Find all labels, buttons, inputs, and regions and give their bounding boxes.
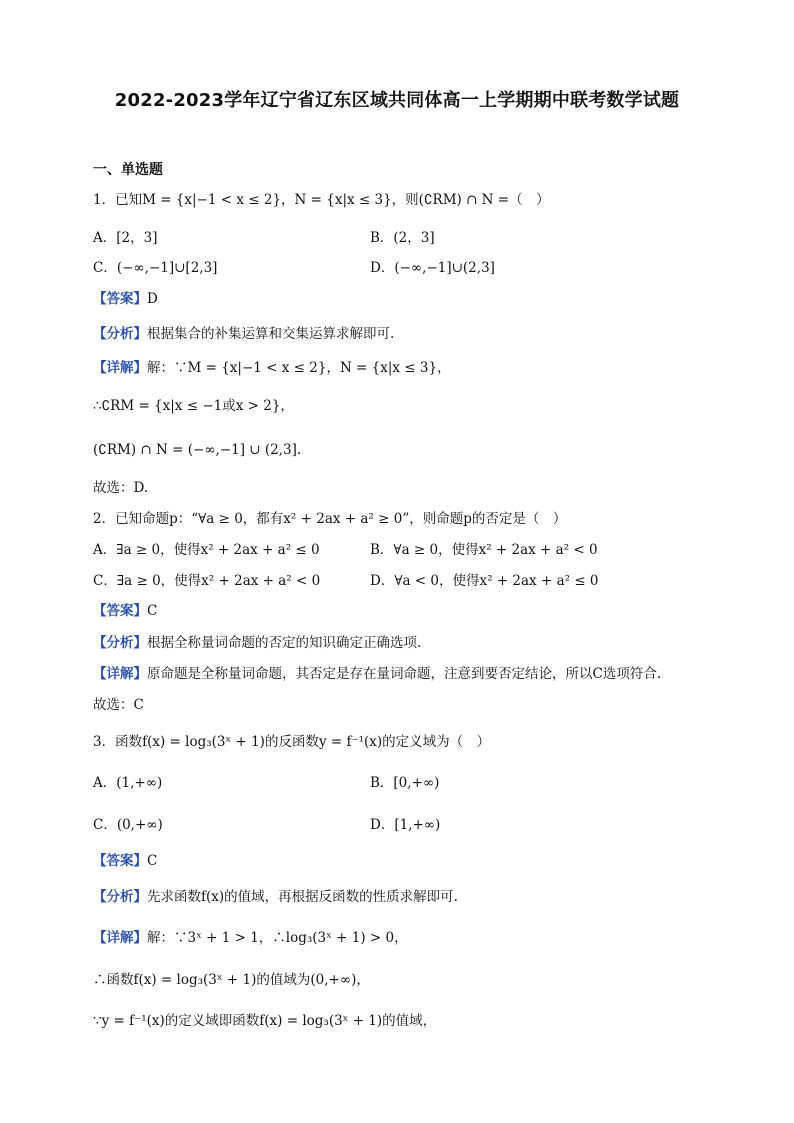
analysis-label: 【分析】	[93, 635, 147, 651]
q2-option-d: D．∀a < 0，使得x² + 2ax + a² ≤ 0	[370, 573, 599, 589]
q3-answer	[93, 851, 157, 871]
q3-option-b: B．[0,+∞)	[370, 775, 440, 791]
q1-step-2: (∁RM) ∩ N = (−∞,−1] ∪ (2,3].	[93, 442, 302, 458]
detail-label: 【详解】	[93, 930, 147, 946]
q2-detail	[93, 664, 661, 684]
q1-analysis	[93, 324, 394, 344]
answer-label: 【答案】	[93, 291, 147, 307]
q1-step-1: ∴∁RM = {x|x ≤ −1或x > 2}，	[93, 398, 294, 414]
q3-step-1: ∴函数f(x) = log₃(3ˣ + 1)的值域为(0,+∞)，	[93, 972, 370, 988]
q1-answer-value: D	[147, 291, 158, 307]
q3-detail	[93, 928, 408, 948]
q2-answer	[93, 601, 157, 621]
q3-option-a: A．(1,+∞)	[93, 775, 163, 791]
q2-option-c: C．∃a ≥ 0，使得x² + 2ax + a² < 0	[93, 573, 321, 589]
q1-option-d: D．(−∞,−1]∪(2,3]	[370, 260, 495, 276]
answer-label: 【答案】	[93, 853, 147, 869]
q2-option-a: A．∃a ≥ 0，使得x² + 2ax + a² ≤ 0	[93, 542, 320, 558]
q1-stem: 1．已知M = {x|−1 < x ≤ 2}，N = {x|x ≤ 3}，则(∁RM) ∩ N =（ ）	[93, 192, 550, 208]
q2-detail-text: 原命题是全称量词命题，其否定是存在量词命题，注意到要否定结论，所以C选项符合.	[147, 666, 662, 682]
q3-option-c: C．(0,+∞)	[93, 817, 163, 833]
answer-label: 【答案】	[93, 603, 147, 619]
q2-option-b: B．∀a ≥ 0，使得x² + 2ax + a² < 0	[370, 542, 598, 558]
analysis-label: 【分析】	[93, 326, 147, 342]
q3-option-d: D．[1,+∞)	[370, 817, 441, 833]
q1-analysis-text: 根据集合的补集运算和交集运算求解即可.	[147, 326, 395, 342]
q3-stem: 3．函数f(x) = log₃(3ˣ + 1)的反函数y = f⁻¹(x)的定义域为（ ）	[93, 734, 491, 750]
section-heading: 一、单选题	[93, 162, 163, 178]
q1-answer	[93, 289, 158, 309]
q3-answer-value: C	[147, 853, 158, 869]
q1-option-a: A．[2，3]	[93, 230, 158, 246]
q1-choose: 故选：D.	[93, 480, 149, 496]
analysis-label: 【分析】	[93, 889, 147, 905]
q2-stem: 2．已知命题p：“∀a ≥ 0，都有x² + 2ax + a² ≥ 0”，则命题p的否定是（ ）	[93, 511, 567, 527]
q3-detail-text: 解：∵3ˣ + 1 > 1，∴log₃(3ˣ + 1) > 0，	[147, 930, 408, 946]
q1-option-c: C．(−∞,−1]∪[2,3]	[93, 260, 218, 276]
q3-analysis	[93, 887, 458, 907]
q1-option-b: B．(2，3]	[370, 230, 435, 246]
q2-answer-value: C	[147, 603, 158, 619]
q2-analysis-text: 根据全称量词命题的否定的知识确定正确选项.	[147, 635, 422, 651]
q3-step-2: ∵y = f⁻¹(x)的定义域即函数f(x) = log₃(3ˣ + 1)的值域，	[93, 1013, 437, 1029]
q1-detail	[93, 358, 451, 378]
page-title: 2022-2023学年辽宁省辽东区域共同体高一上学期期中联考数学试题	[114, 90, 680, 111]
q2-analysis	[93, 633, 421, 653]
q2-choose: 故选：C	[93, 697, 144, 713]
detail-label: 【详解】	[93, 666, 147, 682]
q1-detail-text: 解：∵M = {x|−1 < x ≤ 2}，N = {x|x ≤ 3}，	[147, 360, 451, 376]
q3-analysis-text: 先求函数f(x)的值域，再根据反函数的性质求解即可.	[147, 889, 458, 905]
detail-label: 【详解】	[93, 360, 147, 376]
